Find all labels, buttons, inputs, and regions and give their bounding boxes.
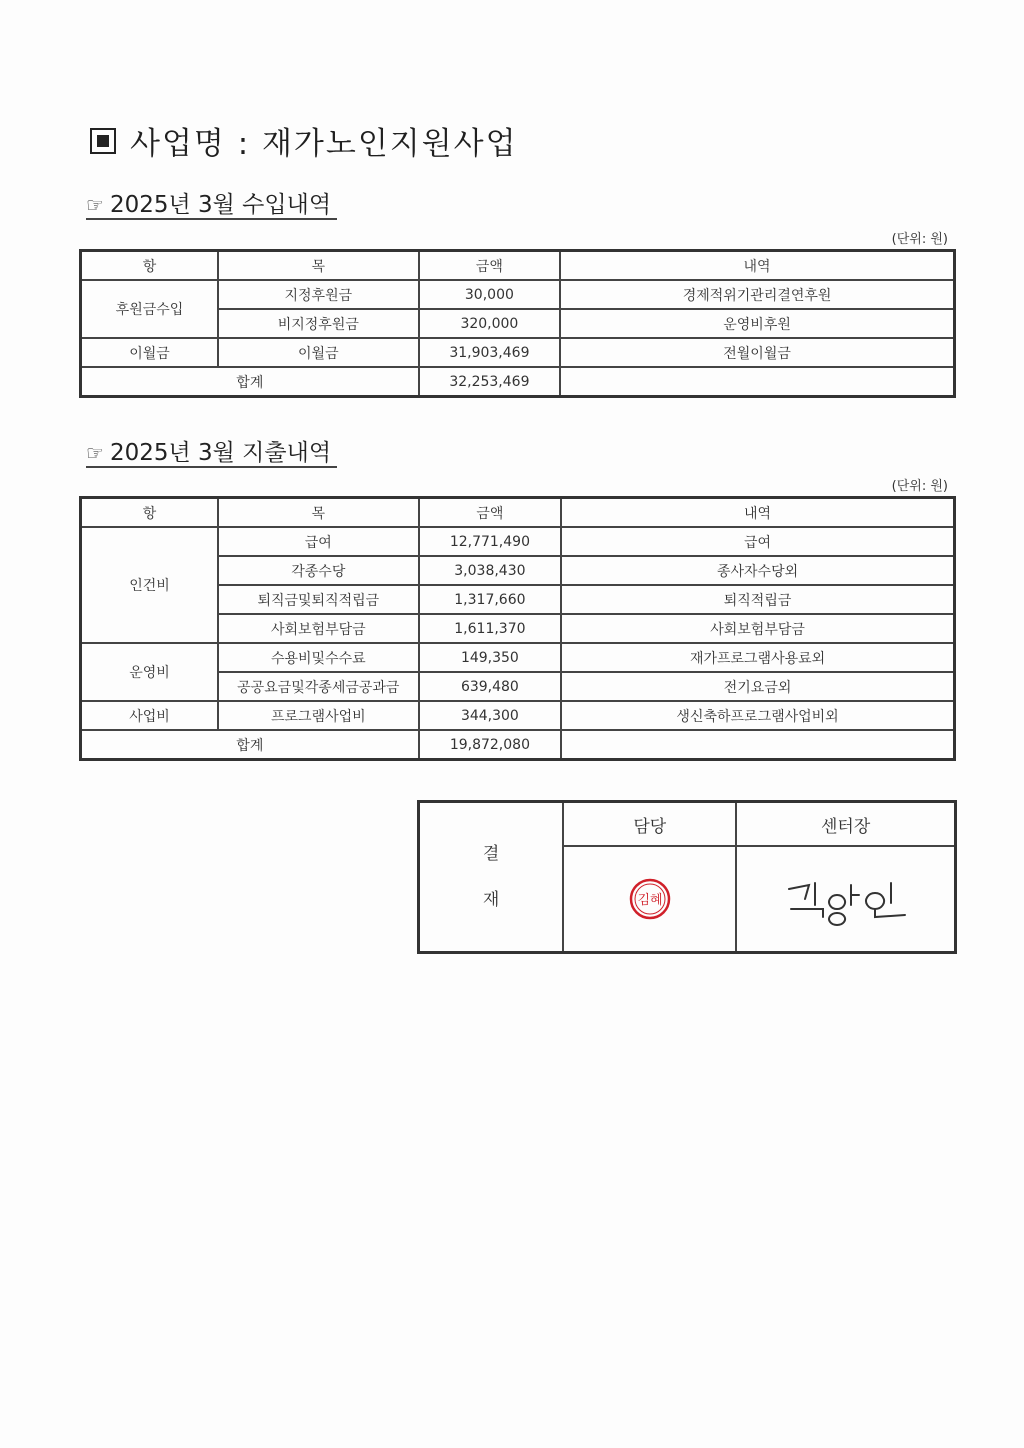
handwritten-signature <box>771 869 921 929</box>
detail-cell: 생신축하프로그램사업비외 <box>561 701 954 730</box>
total-row <box>81 367 955 397</box>
hang-cell: 이월금 <box>81 338 218 367</box>
detail-cell: 사회보험부담금 <box>561 614 954 643</box>
amount-cell: 1,611,370 <box>419 614 561 643</box>
amount-cell: 639,480 <box>419 672 561 701</box>
amount-cell: 1,317,660 <box>419 585 561 614</box>
detail-cell: 재가프로그램사용료외 <box>561 643 954 672</box>
detail-cell: 경제적위기관리결연후원 <box>560 280 954 309</box>
approval-col-staff: 담당 <box>563 802 736 847</box>
expense-table <box>79 496 956 761</box>
detail-cell: 퇴직적립금 <box>561 585 954 614</box>
hang-cell: 사업비 <box>81 701 218 730</box>
pointing-hand-icon: ☞ <box>86 193 104 217</box>
svg-text:김혜: 김혜 <box>637 893 663 908</box>
income-heading-text: 2025년 3월 수입내역 <box>109 192 332 218</box>
hang-cell: 인건비 <box>81 527 218 643</box>
header-cell: 항 <box>81 498 218 528</box>
mok-cell: 비지정후원금 <box>218 309 419 338</box>
mok-cell: 지정후원금 <box>218 280 419 309</box>
table-row <box>81 280 955 309</box>
mok-cell: 급여 <box>218 527 419 556</box>
amount-cell: 149,350 <box>419 643 561 672</box>
header-cell: 금액 <box>419 251 560 281</box>
total-label: 합계 <box>81 730 419 760</box>
mok-cell: 수용비및수수료 <box>218 643 419 672</box>
seal-stamp-icon <box>627 876 673 922</box>
header-cell: 금액 <box>419 498 561 528</box>
approval-label <box>419 802 564 953</box>
mok-cell: 사회보험부담금 <box>218 614 419 643</box>
total-label: 합계 <box>81 367 419 397</box>
total-row <box>81 730 955 760</box>
hang-cell: 운영비 <box>81 643 218 701</box>
table-row <box>81 338 955 367</box>
staff-stamp-cell <box>563 846 736 953</box>
table-row <box>81 527 955 556</box>
header-cell: 목 <box>218 498 419 528</box>
header-cell: 목 <box>218 251 419 281</box>
mok-cell: 이월금 <box>218 338 419 367</box>
square-bullet-icon <box>90 128 116 154</box>
detail-cell: 급여 <box>561 527 954 556</box>
detail-cell: 운영비후원 <box>560 309 954 338</box>
detail-cell: 전기요금외 <box>561 672 954 701</box>
table-row <box>81 701 955 730</box>
header-cell: 내역 <box>560 251 954 281</box>
mok-cell: 각종수당 <box>218 556 419 585</box>
mok-cell: 공공요금및각종세금공과금 <box>218 672 419 701</box>
amount-cell: 320,000 <box>419 309 560 338</box>
amount-cell: 3,038,430 <box>419 556 561 585</box>
detail-cell: 종사자수당외 <box>561 556 954 585</box>
pointing-hand-icon: ☞ <box>86 441 104 465</box>
header-cell: 내역 <box>561 498 954 528</box>
expense-heading-text: 2025년 3월 지출내역 <box>109 440 332 466</box>
approval-label-1: 결 <box>482 844 500 864</box>
total-detail <box>561 730 954 760</box>
income-heading <box>86 192 337 220</box>
total-amount: 19,872,080 <box>419 730 561 760</box>
total-amount: 32,253,469 <box>419 367 560 397</box>
detail-cell: 전월이월금 <box>560 338 954 367</box>
hang-cell: 후원금수입 <box>81 280 218 338</box>
table-row <box>81 643 955 672</box>
amount-cell: 31,903,469 <box>419 338 560 367</box>
total-detail <box>560 367 954 397</box>
director-signature-cell <box>736 846 955 953</box>
table-header-row <box>81 498 955 528</box>
income-unit: (단위: 원) <box>891 232 948 247</box>
amount-cell: 344,300 <box>419 701 561 730</box>
header-cell: 항 <box>81 251 218 281</box>
page-title-text: 사업명 : 재가노인지원사업 <box>130 126 518 162</box>
expense-heading <box>86 440 337 468</box>
amount-cell: 12,771,490 <box>419 527 561 556</box>
mok-cell: 프로그램사업비 <box>218 701 419 730</box>
amount-cell: 30,000 <box>419 280 560 309</box>
table-header-row <box>81 251 955 281</box>
approval-table <box>417 800 957 954</box>
income-table <box>79 249 956 398</box>
approval-col-director: 센터장 <box>736 802 955 847</box>
expense-unit: (단위: 원) <box>891 479 948 494</box>
approval-label-2: 재 <box>482 890 500 910</box>
page-title <box>90 118 518 163</box>
mok-cell: 퇴직금및퇴직적립금 <box>218 585 419 614</box>
